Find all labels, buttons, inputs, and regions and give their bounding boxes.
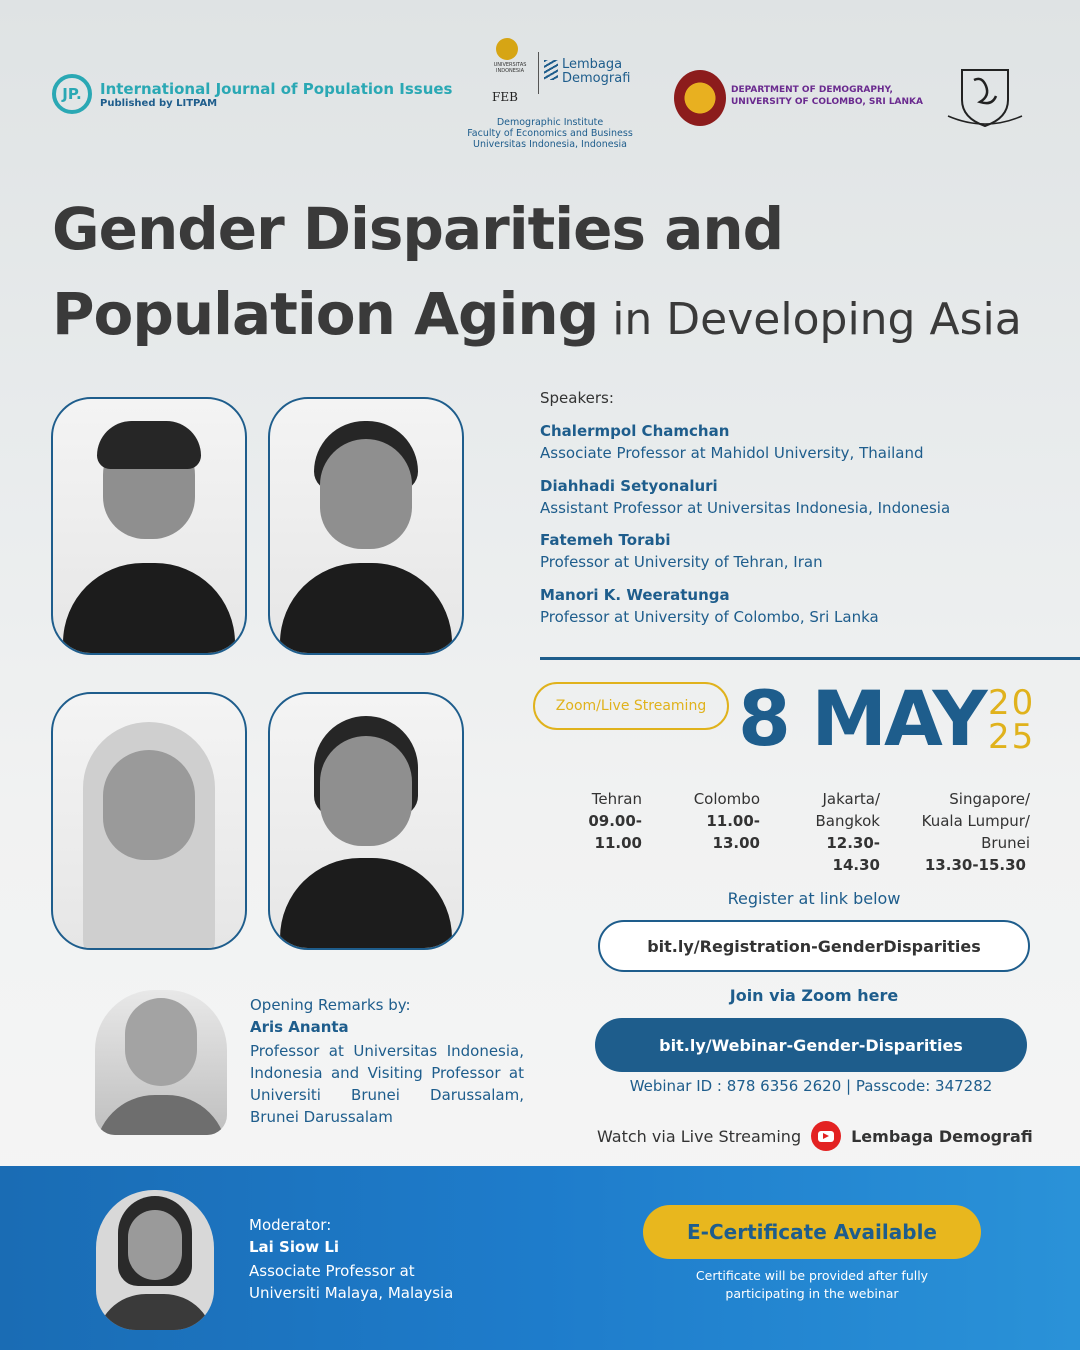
- moderator-name: Lai Siow Li: [249, 1238, 340, 1256]
- di-caption-line-1: Demographic Institute: [496, 117, 604, 128]
- speaker-photo-4: [268, 692, 464, 950]
- webinar-id-passcode: Webinar ID : 878 6356 2620 | Passcode: 347282: [629, 1077, 993, 1095]
- timezone-singapore-kl-brunei: [900, 788, 1030, 876]
- opening-remarks-name: Aris Ananta: [250, 1018, 349, 1036]
- ui-small-text: UNIVERSITAS INDONESIA: [493, 62, 527, 74]
- speaker-role: Assistant Professor at Universitas Indonesia, Indonesia: [540, 499, 951, 517]
- timezone-jakarta-bangkok: [784, 788, 880, 876]
- e-certificate-badge: E-Certificate Available: [643, 1205, 981, 1259]
- speaker-name: Chalermpol Chamchan: [540, 422, 730, 440]
- timezone-city: Bangkok: [815, 812, 880, 830]
- colombo-seal-logo: [674, 70, 726, 126]
- speaker-name: Manori K. Weeratunga: [540, 586, 730, 604]
- title-light-part: in Developing Asia: [598, 294, 1022, 345]
- ijpi-logo: JP.: [52, 74, 92, 114]
- ijpi-publisher: Published by LITPAM: [100, 98, 218, 109]
- timezone-city: Singapore/: [949, 790, 1030, 808]
- speaker-role: Associate Professor at Mahidol University, Thailand: [540, 444, 924, 462]
- event-year-part-2: 25: [988, 717, 1036, 757]
- timezone-tehran: [544, 788, 642, 854]
- speaker-role: Professor at University of Tehran, Iran: [540, 553, 823, 571]
- ui-seal-logo: [496, 38, 518, 60]
- certificate-note: [650, 1267, 974, 1303]
- timezone-city: Jakarta/: [822, 790, 880, 808]
- speaker-photo-3: [51, 692, 247, 950]
- live-streaming-row: [597, 1121, 1033, 1151]
- colombo-line-2: UNIVERSITY OF COLOMBO, SRI LANKA: [731, 97, 923, 107]
- registration-link-button[interactable]: bit.ly/Registration-GenderDisparities: [598, 920, 1030, 972]
- join-zoom-label: Join via Zoom here: [729, 986, 899, 1005]
- speaker-photo-2: [268, 397, 464, 655]
- ijpi-name: International Journal of Population Issues: [100, 80, 453, 98]
- event-year-part-1: 20: [988, 683, 1036, 723]
- colombo-line-1: DEPARTMENT OF DEMOGRAPHY,: [731, 85, 893, 95]
- certificate-note-line-1: Certificate will be provided after fully: [695, 1268, 929, 1283]
- speaker-name: Fatemeh Torabi: [540, 531, 671, 549]
- di-caption-line-3: Universitas Indonesia, Indonesia: [472, 139, 627, 150]
- speaker-role: Professor at University of Colombo, Sri Lanka: [540, 608, 879, 626]
- timezone-city: Kuala Lumpur/: [921, 812, 1030, 830]
- demographic-institute-caption: [440, 117, 660, 150]
- feb-logo-text: FEB: [492, 90, 518, 104]
- lembaga-line-2: Demografi: [562, 71, 631, 86]
- moderator-label: Moderator:: [249, 1216, 332, 1234]
- speaker-name: Diahhadi Setyonaluri: [540, 477, 718, 495]
- event-year: [988, 683, 1036, 757]
- lembaga-demografi-logo-text: [562, 58, 630, 86]
- timezone-time: 13.30-15.30: [924, 856, 1026, 874]
- youtube-icon: [811, 1121, 841, 1151]
- timezone-city: Tehran: [591, 790, 642, 808]
- title-bold-part: Population Aging: [52, 280, 599, 348]
- timezone-time: 09.00-11.00: [588, 812, 642, 852]
- timezone-time: 11.00-13.00: [706, 812, 760, 852]
- timezone-time: 12.30-14.30: [826, 834, 880, 874]
- event-date: 8 MAY: [738, 674, 985, 763]
- lembaga-demografi-icon: [544, 60, 558, 80]
- speakers-label: Speakers:: [540, 389, 614, 407]
- timezone-city: Colombo: [693, 790, 760, 808]
- lembaga-line-1: Lembaga: [562, 57, 623, 72]
- di-caption-line-2: Faculty of Economics and Business: [467, 128, 633, 139]
- moderator-photo: [96, 1190, 214, 1330]
- moderator-description: [249, 1260, 453, 1304]
- youtube-channel-link[interactable]: Lembaga Demografi: [851, 1126, 1033, 1146]
- crest-logo: [942, 66, 1028, 130]
- opening-remarks-description: Professor at Universitas Indonesia, Indonesia and Visiting Professor at Universiti Brunei Darussalam, Brunei Darussalam: [250, 1042, 524, 1126]
- opening-speaker-photo: [95, 990, 227, 1135]
- zoom-link-button[interactable]: bit.ly/Webinar-Gender-Disparities: [595, 1018, 1027, 1072]
- event-mode-badge: Zoom/Live Streaming: [533, 682, 729, 730]
- title-line-1: Gender Disparities and: [52, 195, 784, 263]
- moderator-desc-line-2: Universiti Malaya, Malaysia: [249, 1284, 454, 1302]
- watch-label: Watch via Live Streaming: [597, 1126, 802, 1146]
- moderator-desc-line-1: Associate Professor at: [249, 1262, 415, 1280]
- opening-remarks-label: Opening Remarks by:: [250, 996, 411, 1014]
- timezone-city: Brunei: [981, 834, 1030, 852]
- section-divider: [540, 657, 1080, 660]
- certificate-note-line-2: participating in the webinar: [725, 1286, 899, 1301]
- speaker-photo-1: [51, 397, 247, 655]
- colombo-department-text: [731, 84, 923, 108]
- timezone-colombo: [666, 788, 760, 854]
- logo-divider: [538, 52, 539, 94]
- register-label: Register at link below: [727, 889, 901, 908]
- title-line-2: [52, 280, 1022, 348]
